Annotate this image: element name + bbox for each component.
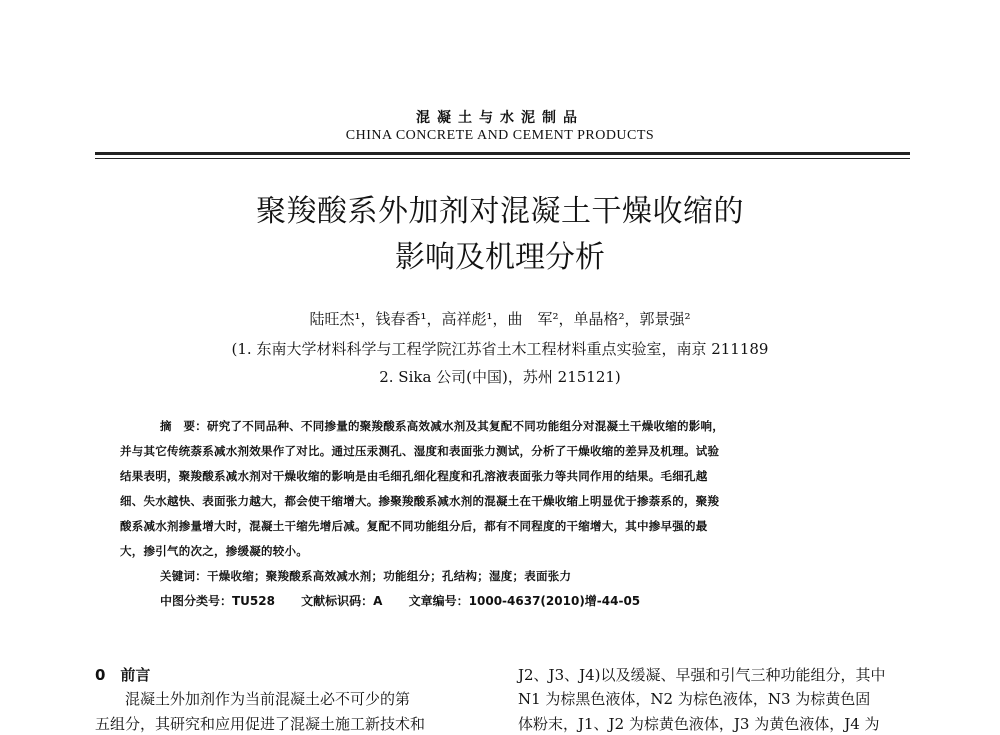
journal-name-chinese: 混凝土与水泥制品 <box>416 110 584 126</box>
clc-number: 中图分类号：TU528 <box>160 594 275 608</box>
abstract-line: 酸系减水剂掺量增大时，混凝土干缩先增后减。复配不同功能组分后，都有不同程度的干缩增大，其中掺早强的最 <box>120 519 708 533</box>
abstract-line: 结果表明，聚羧酸系减水剂对干燥收缩的影响是由毛细孔细化程度和孔溶液表面张力等共同作用的结果。毛细孔越 <box>120 469 708 483</box>
abstract-label: 摘 要： <box>160 419 207 433</box>
keywords-text: 干燥收缩；聚羧酸系高效减水剂；功能组分；孔结构；湿度；表面张力 <box>207 569 572 583</box>
abstract-line: 并与其它传统萘系减水剂效果作了对比。通过压汞测孔、湿度和表面张力测试，分析了干燥收缩的差异及机理。试验 <box>120 444 720 458</box>
body-text-line: 体粉末，J1、J2 为棕黄色液体，J3 为黄色液体，J4 为 <box>518 715 880 733</box>
body-text-line: 五组分，其研究和应用促进了混凝土施工新技术和 <box>95 715 426 733</box>
abstract-line <box>120 418 724 434</box>
abstract-line: 细、失水越快、表面张力越大，都会使干缩增大。掺聚羧酸系减水剂的混凝土在干燥收缩上明显优于掺萘系的，聚羧 <box>120 494 720 508</box>
abstract-text: 研究了不同品种、不同掺量的聚羧酸系高效减水剂及其复配不同功能组分对混凝土干燥收缩的影响， <box>207 419 724 433</box>
author-list: 陆旺杰¹，钱春香¹，高祥彪¹，曲 军²，单晶格²，郭景强² <box>309 310 691 328</box>
journal-name-english: CHINA CONCRETE AND CEMENT PRODUCTS <box>345 128 655 143</box>
article-title-line-1: 聚羧酸系外加剂对混凝土干燥收缩的 <box>256 194 744 229</box>
header-rule-thick <box>95 152 910 155</box>
body-text-line: N1 为棕黑色液体，N2 为棕色液体，N3 为棕黄色固 <box>518 690 871 708</box>
article-title-line-2: 影响及机理分析 <box>395 240 605 275</box>
section-heading: 0 前言 <box>95 666 151 684</box>
affiliation-line-1: (1. 东南大学材料科学与工程学院江苏省土木工程材料重点实验室，南京 211189 <box>231 340 769 358</box>
classification-line <box>160 592 662 609</box>
keywords-label: 关键词： <box>160 569 207 583</box>
abstract-line: 大，掺引气的次之，掺缓凝的较小。 <box>120 544 308 558</box>
keywords-line <box>160 568 571 584</box>
document-code: 文献标识码：A <box>301 594 383 608</box>
article-number: 文章编号：1000-4637(2010)增-44-05 <box>408 594 641 608</box>
header-rule-thin <box>95 158 910 159</box>
body-text-line: 混凝土外加剂作为当前混凝土必不可少的第 <box>125 690 411 708</box>
affiliation-line-2: 2. Sika 公司(中国)，苏州 215121) <box>379 368 621 386</box>
body-text-line: J2、J3、J4)以及缓凝、早强和引气三种功能组分，其中 <box>518 666 886 684</box>
